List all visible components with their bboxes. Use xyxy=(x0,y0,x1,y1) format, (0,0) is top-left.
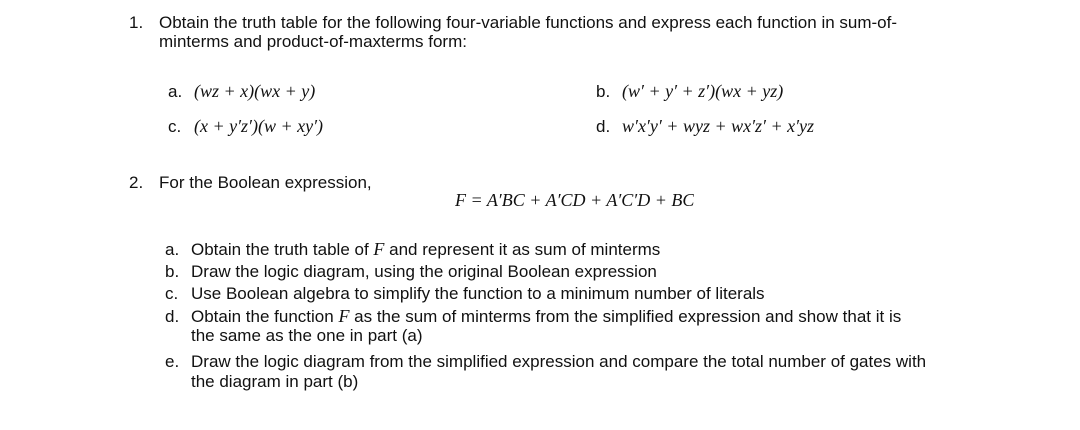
part-text-pre: Obtain the function xyxy=(191,307,339,326)
part-variable: F xyxy=(338,306,350,326)
part-text-post: and represent it as sum of minterms xyxy=(384,240,661,259)
part-letter: b. xyxy=(165,262,180,281)
problem-2-part-e xyxy=(165,353,926,371)
problem-1-item-c xyxy=(168,117,323,136)
problem-2-part-d xyxy=(165,307,901,326)
problem-2-part-b xyxy=(165,263,657,281)
problem-1-item-b xyxy=(596,82,783,101)
problem-1-heading xyxy=(129,14,897,32)
part-letter: d. xyxy=(165,307,180,326)
item-letter: b. xyxy=(596,82,611,101)
problem-2-number: 2. xyxy=(129,173,144,192)
part-text: Draw the logic diagram, using the original Boolean expression xyxy=(191,262,657,281)
item-expression: (w′ + y′ + z′)(wx + yz) xyxy=(622,81,784,101)
item-expression: w′x′y′ + wyz + wx′z′ + x′yz xyxy=(622,116,815,136)
part-letter: e. xyxy=(165,352,180,371)
part-text-pre: Obtain the truth table of xyxy=(191,240,374,259)
boolean-equation-clip xyxy=(455,191,694,207)
part-letter: a. xyxy=(165,240,180,259)
problem-2-part-d-line2: the same as the one in part (a) xyxy=(191,326,423,345)
item-letter: a. xyxy=(168,82,183,101)
problem-1-line1: Obtain the truth table for the following four-variable functions and express each function in sum-of- xyxy=(159,13,898,32)
part-text-post: as the sum of minterms from the simplified expression and show that it is xyxy=(349,307,902,326)
part-variable: F xyxy=(373,239,385,259)
item-expression: (wz + x)(wx + y) xyxy=(194,81,316,101)
problem-1-number: 1. xyxy=(129,13,144,32)
item-letter: c. xyxy=(168,117,182,136)
part-text: Use Boolean algebra to simplify the function to a minimum number of literals xyxy=(191,284,765,303)
problem-2-part-e-line2: the diagram in part (b) xyxy=(191,372,359,391)
problem-1-line2: minterms and product-of-maxterms form: xyxy=(159,32,467,51)
problem-1-item-a xyxy=(168,82,315,101)
boolean-equation: F = A′BC + A′CD + A′C′D + BC xyxy=(455,191,695,207)
problem-2-intro: For the Boolean expression, xyxy=(159,173,372,192)
problem-2-part-c xyxy=(165,285,765,303)
problem-2-part-a xyxy=(165,240,660,259)
part-letter: c. xyxy=(165,284,179,303)
item-letter: d. xyxy=(596,117,611,136)
item-expression: (x + y′z′)(w + xy′) xyxy=(194,116,324,136)
problem-2-heading xyxy=(129,174,372,192)
problem-1-item-d xyxy=(596,117,814,136)
part-text: Draw the logic diagram from the simplified expression and compare the total number of gates with xyxy=(191,352,927,371)
